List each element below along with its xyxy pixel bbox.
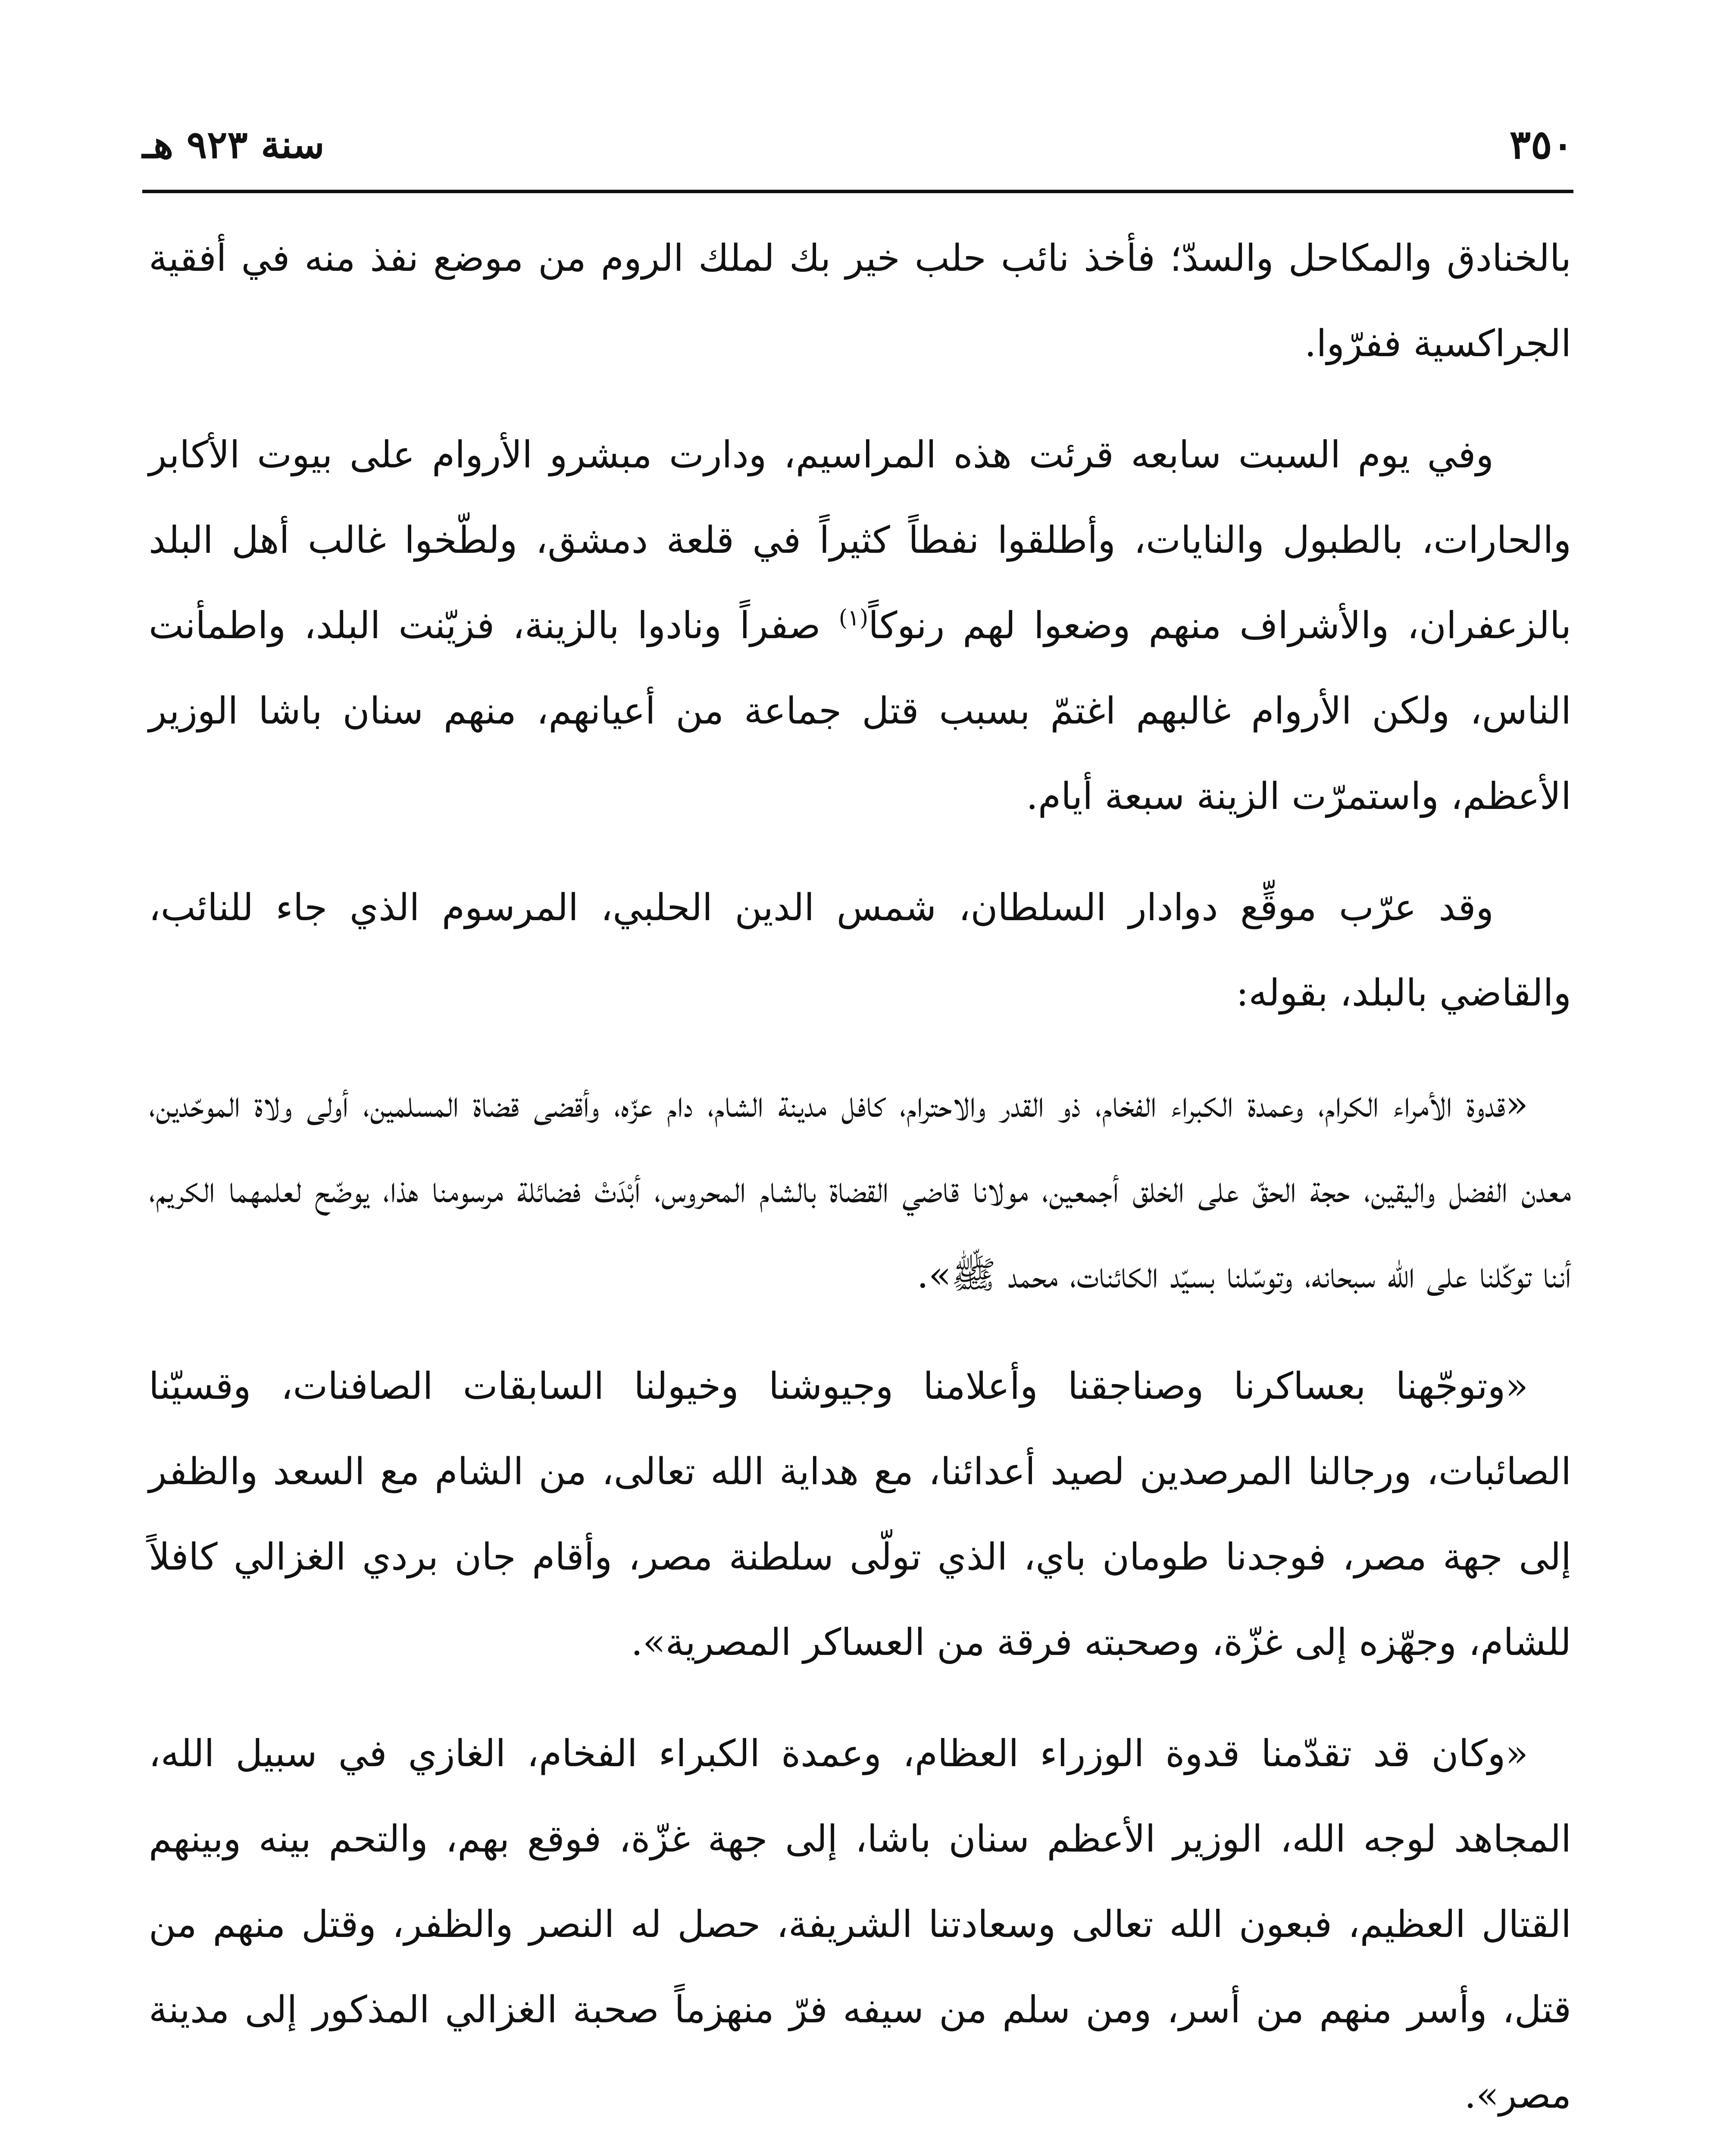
paragraph: «وتوجّهنا بعساكرنا وصناجقنا وأعلامنا وجيوشنا وخيولنا السابقات الصافنات، وقسيّنا الصائبات، ورجالنا المرصدين لصيد أعدائنا، مع هداية الله تعالى، من الشام مع السعد والظفر إلى جهة مصر، فوجدنا طومان باي، الذي تولّى سلطنة مصر، وأقام جان بردي الغزالي كافلاً للشام، وجهّزه إلى غزّة، وصحبته فرقة من العساكر المصرية». (149, 1365, 1571, 1664)
paragraph: بالخنادق والمكاحل والسدّ؛ فأخذ نائب حلب خير بك لملك الروم من موضع نفذ منه في أفقية الجراكسية ففرّوا. (149, 237, 1571, 365)
paragraph (149, 412, 1571, 839)
page-header (142, 116, 1573, 190)
paragraph-text: صفراً ونادوا بالزينة، فزيّنت البلد، واطمأنت الناس، ولكن الأروام غالبهم اغتمّ بسبب قتل جماعة من أعيانهم، منهم سنان باشا الوزير الأعظم، واستمرّت الزينة سبعة أيام. (149, 604, 1571, 818)
year-label: سنة ٩٢٣ هـ (142, 122, 325, 167)
paragraph: وقد عرّب موقِّع دوادار السلطان، شمس الدين الحلبي، المرسوم الذي جاء للنائب، والقاضي بالبلد، بقوله: (149, 886, 1571, 1015)
header-divider (142, 190, 1573, 193)
footnote-reference: (١) (838, 605, 869, 631)
paragraph-text: وفي يوم السبت سابعه قرئت هذه المراسيم، ودارت مبشرو الأروام على بيوت الأكابر والحارات، بالطبول والنايات، وأطلقوا نفطاً كثيراً في قلعة دمشق، ولطّخوا غالب أهل البلد بالزعفران، والأشراف منهم وضعوا لهم رنوكاً (149, 433, 1571, 647)
paragraph: «قدوة الأمراء الكرام، وعمدة الكبراء الفخام، ذو القدر والاحترام، كافل مدينة الشام، دام عزّه، وأقضى قضاة المسلمين، أولى ولاة الموحّدين، معدن الفضل واليقين، حجة الحقّ على الخلق أجمعين، مولانا قاضي القضاة بالشام المحروس، أبْدَتْ فضائلة مرسومنا هذا، يوضّح لعلمهما الكريم، أننا توكّلنا على الله سبحانه، وتوسّلنا بسيّد الكائنات، محمد ﷺ». (149, 1083, 1572, 1297)
page-body (149, 216, 1571, 2156)
paragraph: «وكان قد تقدّمنا قدوة الوزراء العظام، وعمدة الكبراء الفخام، الغازي في سبيل الله، المجاهد لوجه الله، الوزير الأعظم سنان باشا، إلى جهة غزّة، فوقع بهم، والتحم بينه وبينهم القتال العظيم، فبعون الله تعالى وسعادتنا الشريفة، حصل له النصر والظفر، وقتل منهم من قتل، وأسر منهم من أسر، ومن سلم من سيفه فرّ منهزماً صحبة الغزالي المذكور إلى مدينة مصر». (149, 1732, 1571, 2117)
page-number: ٣٥٠ (1509, 121, 1573, 168)
